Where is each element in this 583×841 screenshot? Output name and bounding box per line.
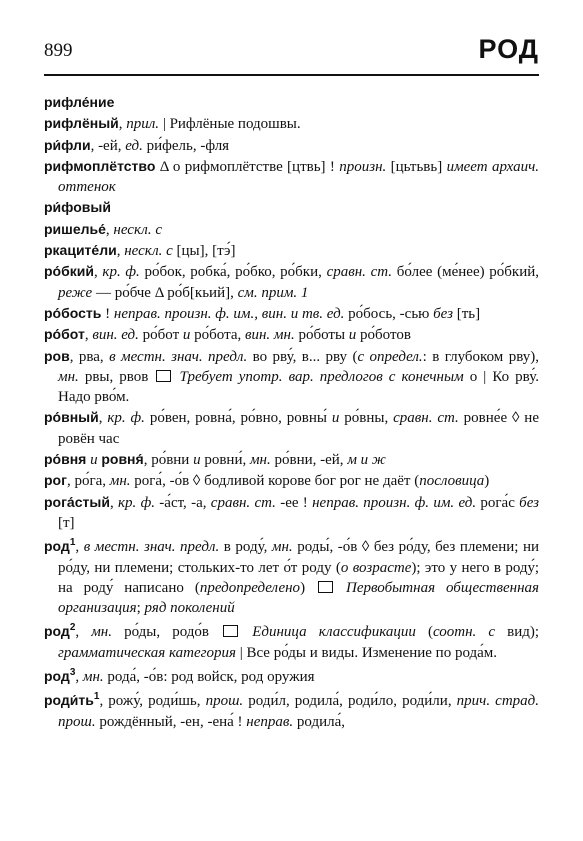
entry-headword: род bbox=[44, 623, 70, 640]
entry-text: ро́боты bbox=[294, 327, 349, 344]
entry-text: , bbox=[84, 327, 93, 344]
dictionary-entry bbox=[44, 449, 539, 470]
dictionary-entry bbox=[44, 219, 539, 240]
grammar-note: и bbox=[182, 327, 191, 344]
grammar-note: предопределено bbox=[199, 579, 301, 596]
dictionary-entry bbox=[44, 687, 539, 732]
entry-text: рождённый, -ен, -ена́ ! bbox=[95, 713, 247, 730]
dictionary-entry bbox=[44, 240, 539, 261]
grammar-note: мн. bbox=[58, 368, 79, 385]
entry-headword: ри́фовый bbox=[44, 199, 111, 216]
entry-text: в роду́, bbox=[219, 539, 272, 556]
grammar-note: и bbox=[86, 452, 102, 469]
grammar-note: мн. bbox=[109, 473, 131, 490]
usage-note-box-icon bbox=[156, 370, 171, 382]
dictionary-entry bbox=[44, 470, 539, 491]
entry-text: бо́лее (ме́нее) ро́бкий, bbox=[392, 264, 540, 281]
entry-text: [ть] bbox=[453, 305, 481, 322]
entry-text: , bbox=[105, 221, 114, 238]
dictionary-entry bbox=[44, 303, 539, 324]
entry-text bbox=[335, 580, 346, 596]
grammar-note: прош. bbox=[205, 693, 244, 710]
grammar-note: реже bbox=[58, 284, 93, 301]
entry-text: ; bbox=[136, 600, 145, 617]
dictionary-entry bbox=[44, 533, 539, 618]
entry-text: о | Ко рву́. Надо рво́м. bbox=[58, 368, 539, 406]
entry-text: , bbox=[98, 410, 108, 427]
entry-text: рода́, -о́в: род войск, род оружия bbox=[103, 669, 315, 686]
entry-text: , ро́вни bbox=[143, 452, 194, 469]
entry-headword: ри́фли bbox=[44, 136, 91, 153]
entry-text: : в глубоком рву), bbox=[422, 348, 540, 365]
entry-headword: рифлёный bbox=[44, 115, 119, 132]
entry-text: рога́, -о́в ◊ бодливой корове бог рог не даёт ( bbox=[130, 473, 420, 490]
entry-text: ) bbox=[484, 473, 490, 490]
entry-text: , рва, bbox=[69, 348, 110, 365]
entry-text: ро́вен, ровна́, ро́вно, ровны́ bbox=[144, 410, 332, 427]
grammar-note: произн. bbox=[339, 158, 387, 175]
entry-text: , рожу́, роди́шь, bbox=[99, 693, 206, 710]
dictionary-entry bbox=[44, 135, 539, 156]
dictionary-entry bbox=[44, 346, 539, 408]
entry-text: родила́, bbox=[293, 713, 346, 730]
grammar-note: нескл. с bbox=[113, 221, 162, 238]
entry-text: [т] bbox=[58, 514, 75, 531]
entry-text bbox=[240, 624, 252, 640]
entry-text: , bbox=[109, 494, 118, 511]
grammar-note: и bbox=[348, 327, 357, 344]
entry-headword: ро́вня bbox=[44, 451, 87, 468]
homonym-index: 1 bbox=[93, 691, 100, 703]
grammar-note: вин. ед. bbox=[92, 327, 139, 344]
entry-text: , bbox=[75, 539, 84, 556]
grammar-note: мн. bbox=[249, 452, 271, 469]
entry-headword: ро́бкий bbox=[44, 263, 94, 280]
entry-text: роди́л, родила́, роди́ло, роди́ли, bbox=[243, 693, 457, 710]
entry-text: , bbox=[93, 264, 103, 281]
grammar-note: имеет архаич. оттенок bbox=[58, 158, 540, 196]
entry-text: ровни́, bbox=[200, 452, 250, 469]
grammar-note: кр. ф. bbox=[118, 494, 155, 511]
grammar-note: неправ. произн. ф. им. ед. bbox=[312, 494, 477, 511]
entry-text: рвы, рвов bbox=[78, 368, 155, 385]
usage-note-box-icon bbox=[223, 625, 238, 637]
grammar-note: без bbox=[433, 305, 453, 322]
dictionary-entry bbox=[44, 407, 539, 449]
dictionary-entry bbox=[44, 261, 539, 303]
entry-text: , -ей, bbox=[90, 137, 126, 154]
dictionary-entry bbox=[44, 618, 539, 663]
entry-headword: ро́вный bbox=[44, 409, 99, 426]
entry-text: ро́бось, -сью bbox=[344, 305, 434, 322]
grammar-note: о возрасте bbox=[340, 559, 412, 576]
grammar-note: соотн. с bbox=[432, 624, 496, 641]
entry-headword: роди́ть bbox=[44, 692, 94, 709]
dictionary-entry bbox=[44, 492, 539, 534]
entry-headword: ровня́ bbox=[101, 451, 144, 468]
entry-headword: рога́стый bbox=[44, 493, 110, 510]
entry-text: ро́вны, bbox=[339, 410, 394, 427]
homonym-index: 1 bbox=[69, 537, 76, 549]
grammar-note: см. прим. 1 bbox=[237, 284, 309, 301]
usage-note-box-icon bbox=[318, 581, 333, 593]
page-number: 899 bbox=[44, 40, 73, 61]
entry-text: ро́бок, робка́, ро́бко, ро́бки, bbox=[139, 264, 327, 281]
entry-text: ро́бота, bbox=[190, 327, 245, 344]
header-rule bbox=[44, 74, 539, 76]
grammar-note: м и ж bbox=[347, 452, 386, 469]
entry-text: -ее ! bbox=[275, 494, 313, 511]
entry-headword: рифле́ние bbox=[44, 94, 115, 110]
grammar-note: мн. bbox=[91, 624, 112, 641]
entry-headword: ров bbox=[44, 347, 70, 364]
entry-text: Δ о рифмоплётстве [цтвь] ! bbox=[155, 158, 340, 175]
entry-text: [цы], [тэ́] bbox=[172, 243, 236, 260]
entry-headword: рог bbox=[44, 472, 67, 489]
entry-text: во рву́, в... рву ( bbox=[247, 348, 358, 365]
entry-text: , bbox=[118, 116, 127, 133]
entry-text: , bbox=[116, 243, 125, 260]
dictionary-entry bbox=[44, 113, 539, 134]
entry-headword: рифмоплётство bbox=[44, 157, 156, 174]
running-head: РОД bbox=[478, 34, 539, 64]
entry-text: ро́вни, -ей, bbox=[270, 452, 348, 469]
dictionary-entry bbox=[44, 663, 539, 687]
homonym-index: 3 bbox=[69, 667, 76, 679]
grammar-note: нескл. с bbox=[124, 243, 173, 260]
grammar-note: и bbox=[193, 452, 201, 469]
grammar-note: без bbox=[519, 494, 540, 511]
dictionary-entries bbox=[44, 92, 539, 732]
entry-text: | Все ро́ды и виды. Изменение по рода́м. bbox=[235, 644, 498, 661]
grammar-note: ряд поколений bbox=[144, 600, 235, 617]
dictionary-entry bbox=[44, 324, 539, 345]
entry-text: рога́с bbox=[476, 494, 520, 511]
grammar-note: пословица bbox=[419, 473, 485, 490]
entry-headword: ркаците́ли bbox=[44, 242, 117, 259]
entry-text: ри́фель, -фля bbox=[142, 137, 230, 154]
grammar-note: и bbox=[331, 410, 340, 427]
grammar-note: мн. bbox=[271, 539, 293, 556]
entry-text: ро́ды, родо́в bbox=[112, 624, 222, 641]
grammar-note: кр. ф. bbox=[102, 264, 140, 281]
grammar-note: сравн. ст. bbox=[393, 410, 459, 427]
grammar-note: Первобытная общественная организация bbox=[58, 579, 540, 617]
dictionary-entry bbox=[44, 197, 539, 218]
entry-headword: род bbox=[44, 538, 70, 555]
grammar-note: сравн. ст. bbox=[210, 494, 276, 511]
entry-text: , bbox=[75, 669, 83, 686]
dictionary-entry bbox=[44, 156, 539, 198]
grammar-note: прил. bbox=[126, 116, 160, 133]
entry-text: роды́, -о́в ◊ без ро́ду, без племени; ни ро́ду, ни племени; стольких-то лет о́т роду ( bbox=[58, 539, 540, 576]
grammar-note: в местн. знач. предл. bbox=[83, 539, 220, 556]
grammar-note: Требует употр. вар. предлогов с конечным bbox=[179, 368, 464, 385]
grammar-note: неправ. произн. ф. им., вин. и тв. ед. bbox=[113, 305, 345, 322]
entry-text: , bbox=[75, 624, 92, 641]
entry-text: — ро́бче Δ ро́б[кьий], bbox=[92, 284, 238, 301]
entry-text: | Рифлёные подошвы. bbox=[159, 116, 301, 133]
grammar-note: Единица классификации bbox=[252, 624, 416, 641]
grammar-note: сравн. ст. bbox=[326, 264, 393, 281]
entry-text: ро́ботов bbox=[356, 327, 411, 344]
entry-text: ! bbox=[101, 305, 114, 322]
grammar-note: неправ. bbox=[246, 713, 294, 730]
grammar-note: кр. ф. bbox=[107, 410, 145, 427]
grammar-note: прич. страд. прош. bbox=[58, 693, 539, 730]
dictionary-entry bbox=[44, 92, 539, 113]
grammar-note: вин. мн. bbox=[244, 327, 295, 344]
grammar-note: грамматическая категория bbox=[58, 644, 236, 661]
entry-text: -а́ст, -а, bbox=[154, 494, 211, 511]
grammar-note: мн. bbox=[82, 669, 104, 686]
entry-text: ровне́е ◊ не ровён час bbox=[58, 410, 539, 447]
entry-text: ) bbox=[300, 579, 317, 596]
entry-text: ); это у него в роду́; на роду́ написано ( bbox=[58, 559, 539, 596]
grammar-note: с определ. bbox=[357, 348, 423, 365]
entry-headword: род bbox=[44, 668, 70, 685]
grammar-note: ед. bbox=[125, 137, 143, 154]
entry-text: ( bbox=[415, 624, 433, 641]
entry-headword: ро́бот bbox=[44, 326, 85, 343]
entry-text: [цьтьвь] bbox=[386, 158, 447, 175]
grammar-note: в местн. знач. предл. bbox=[109, 348, 248, 365]
homonym-index: 2 bbox=[69, 622, 76, 634]
entry-text: , ро́га, bbox=[66, 473, 110, 490]
entry-text: вид); bbox=[495, 624, 540, 641]
entry-headword: ро́бость bbox=[44, 304, 102, 321]
entry-text: ро́бот bbox=[138, 327, 183, 344]
entry-headword: ришелье́ bbox=[44, 220, 106, 237]
